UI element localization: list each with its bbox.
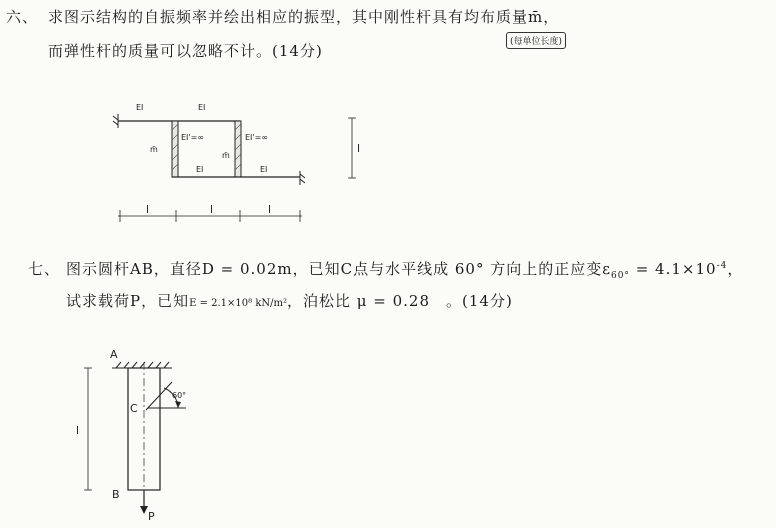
- q6-number: 六、: [6, 8, 39, 26]
- q7-modulus: E = 2.1×10⁸ kN/m²: [189, 298, 287, 309]
- q6-label-ei-inf-right: EI'=∞: [245, 133, 268, 142]
- q6-label-mass-right: m̄: [222, 151, 230, 160]
- q6-label-ei-bottom-right: EI: [260, 165, 268, 174]
- q7-line2-b: ，泊松比 μ = 0.28 。(14分): [287, 292, 513, 310]
- q7-fixed-support: [112, 362, 172, 368]
- q7-length-dimension: [84, 368, 92, 490]
- q6-label-length-vertical: l: [357, 142, 361, 155]
- q7-number: 七、: [28, 260, 61, 278]
- q7-label-C: C: [130, 402, 138, 415]
- q6-label-ei-bottom-mid: EI: [196, 165, 204, 174]
- q7-line2-a: 试求载荷P，已知: [66, 292, 190, 310]
- q6-label-mass-left: m̄: [150, 145, 158, 154]
- q7-label-angle: 60°: [172, 391, 187, 400]
- q6-label-length-3: l: [268, 203, 272, 216]
- q7-line1-b: = 4.1×10: [629, 260, 717, 278]
- q7-line1-a: 图示圆杆AB，直径D = 0.02m，已知C点与水平线成 60° 方向上的正应变ε: [66, 260, 611, 278]
- q6-label-length-2: l: [210, 203, 214, 216]
- q6-label-ei-top-mid: EI: [198, 103, 206, 112]
- q6-label-ei-inf-left: EI'=∞: [181, 133, 204, 142]
- q7-line1-c: ，: [727, 260, 744, 278]
- q7-label-length: l: [76, 424, 80, 437]
- q6-text-line2: 而弹性杆的质量可以忽略不计。(14分): [48, 42, 323, 60]
- q6-handwritten-note: (每单位长度): [506, 32, 566, 49]
- q7-label-B: B: [112, 488, 120, 501]
- q7-60deg-line: [146, 382, 172, 410]
- q7-strain-exponent: -4: [716, 261, 728, 271]
- q7-label-P: P: [148, 510, 155, 523]
- q7-label-A: A: [110, 348, 118, 361]
- q6-label-ei-top-left: EI: [136, 103, 144, 112]
- q6-label-length-1: l: [146, 203, 150, 216]
- q6-text-line1: 求图示结构的自振频率并绘出相应的振型，其中刚性杆具有均布质量m̄，: [48, 8, 560, 26]
- q7-strain-subscript: 60°: [610, 271, 630, 281]
